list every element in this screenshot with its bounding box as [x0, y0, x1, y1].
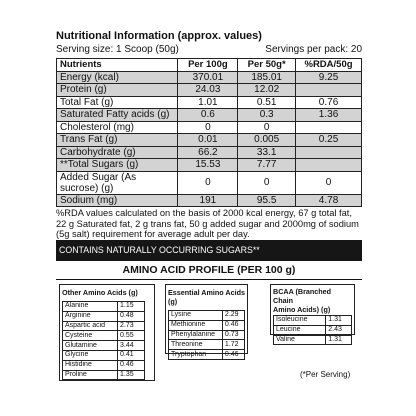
- per-100g-value: 1.01: [178, 96, 238, 109]
- nutrient-name: Total Fat (g): [57, 96, 178, 109]
- nutrient-name: Added Sugar (As sucrose) (g): [57, 171, 178, 194]
- amino-row: [63, 331, 145, 341]
- amino-row: [169, 320, 245, 330]
- essential-amino-box: [165, 284, 248, 358]
- per-100g-value: 66.2: [178, 146, 238, 159]
- per-50g-value: 95.5: [238, 194, 296, 207]
- amino-value: 3.44: [118, 341, 145, 351]
- servings-per-pack: Servings per pack: 20: [265, 44, 362, 55]
- nutrition-row: [57, 146, 362, 159]
- per-50g-value: 185.01: [238, 71, 296, 84]
- amino-value: 0.48: [118, 311, 145, 321]
- amino-name: Glutamine: [63, 341, 118, 351]
- nutrition-row: [57, 71, 362, 84]
- rda-note: %RDA values calculated on the basis of 2000 kcal energy, 67 g total fat, 22 g Saturated fat, 2 g trans fat, 50 g added sugar and 2000mg of sodium (5g salt) requirement for average adult per day.: [56, 208, 359, 240]
- sugars-banner: CONTAINS NATURALLY OCCURRING SUGARS**: [56, 240, 362, 261]
- amino-name: Tryptophan: [169, 350, 223, 360]
- col-per-50g: Per 50g*: [238, 59, 296, 72]
- serving-size: Serving size: 1 Scoop (50g): [56, 44, 179, 55]
- nutrition-row: [57, 171, 362, 194]
- rda-value: 0: [296, 171, 362, 194]
- amino-name: Alanine: [63, 302, 118, 312]
- other-amino-heading: Other Amino Acids (g): [62, 288, 138, 297]
- amino-row: [169, 311, 245, 321]
- per-50g-value: 0.3: [238, 109, 296, 122]
- nutrition-title: Nutritional Information (approx. values): [56, 30, 262, 42]
- amino-name: Glycine: [63, 350, 118, 360]
- amino-value: 0.46: [222, 320, 244, 330]
- amino-name: Leucine: [274, 325, 326, 335]
- nutrient-name: Carbohydrate (g): [57, 146, 178, 159]
- nutrition-row: [57, 134, 362, 147]
- amino-value: 0.41: [118, 350, 145, 360]
- amino-value: 2.29: [222, 311, 244, 321]
- per-100g-value: 24.03: [178, 84, 238, 97]
- amino-name: Arginine: [63, 311, 118, 321]
- per-100g-value: 0.01: [178, 134, 238, 147]
- amino-divider: [56, 279, 362, 280]
- bcaa-box: [270, 284, 355, 343]
- nutrition-row: [57, 84, 362, 97]
- bcaa-heading-line2: Amino Acids) (g): [273, 305, 331, 314]
- nutrition-panel: [56, 30, 362, 240]
- amino-name: Phenylalanine: [169, 330, 223, 340]
- serving-info: [56, 43, 362, 56]
- amino-value: 1.35: [118, 370, 145, 380]
- nutrition-row: [57, 159, 362, 172]
- amino-value: 2.73: [118, 321, 145, 331]
- rda-value: [296, 84, 362, 97]
- rda-value: 0.76: [296, 96, 362, 109]
- other-amino-table: [62, 301, 145, 380]
- nutrient-name: Sodium (mg): [57, 194, 178, 207]
- amino-row: [63, 350, 145, 360]
- amino-value: 0.46: [222, 350, 244, 360]
- amino-profile-title: AMINO ACID PROFILE (PER 100 g): [122, 264, 296, 276]
- amino-value: 0.73: [222, 330, 244, 340]
- amino-name: Proline: [63, 370, 118, 380]
- amino-name: Valine: [274, 335, 326, 345]
- nutrient-name: Saturated Fatty acids (g): [57, 109, 178, 122]
- nutrient-name: Cholesterol (mg): [57, 121, 178, 134]
- rda-value: 9.25: [296, 71, 362, 84]
- col-rda: %RDA/50g: [296, 59, 362, 72]
- amino-value: 2.43: [326, 325, 352, 335]
- per-100g-value: 15.53: [178, 159, 238, 172]
- amino-row: [169, 350, 245, 360]
- nutrition-row: [57, 96, 362, 109]
- rda-value: 1.36: [296, 109, 362, 122]
- amino-name: Aspartic acid: [63, 321, 118, 331]
- amino-row: [63, 360, 145, 370]
- col-nutrients: Nutrients: [57, 59, 178, 72]
- amino-row: [274, 316, 352, 326]
- per-50g-value: 0: [238, 171, 296, 194]
- nutrition-row: [57, 109, 362, 122]
- per-100g-value: 0: [178, 121, 238, 134]
- amino-row: [63, 311, 145, 321]
- per-100g-value: 0.6: [178, 109, 238, 122]
- bcaa-heading-line1: BCAA (Branched Chain: [273, 287, 332, 305]
- amino-row: [274, 325, 352, 335]
- amino-value: 0.55: [118, 331, 145, 341]
- rda-value: 4.78: [296, 194, 362, 207]
- amino-name: Methionine: [169, 320, 223, 330]
- per-50g-value: 0.51: [238, 96, 296, 109]
- rda-value: [296, 159, 362, 172]
- amino-row: [274, 335, 352, 345]
- nutrition-table-header: [57, 59, 362, 72]
- other-amino-box: [59, 284, 155, 381]
- rda-value: [296, 121, 362, 134]
- bcaa-table: [273, 315, 352, 345]
- amino-value: 1.72: [222, 340, 244, 350]
- amino-row: [63, 302, 145, 312]
- per-100g-value: 191: [178, 194, 238, 207]
- nutrition-row: [57, 121, 362, 134]
- essential-amino-table: [168, 310, 245, 360]
- per-50g-value: 33.1: [238, 146, 296, 159]
- rda-value: [296, 146, 362, 159]
- per-50g-value: 0: [238, 121, 296, 134]
- per-100g-value: 0: [178, 171, 238, 194]
- nutrient-name: Protein (g): [57, 84, 178, 97]
- amino-name: Isoleucine: [274, 316, 326, 326]
- amino-value: 1.15: [118, 302, 145, 312]
- per-50g-value: 7.77: [238, 159, 296, 172]
- nutrient-name: **Total Sugars (g): [57, 159, 178, 172]
- amino-value: 1.31: [326, 335, 352, 345]
- amino-name: Threonine: [169, 340, 223, 350]
- rda-value: 0.25: [296, 134, 362, 147]
- nutrient-name: Energy (kcal): [57, 71, 178, 84]
- amino-row: [63, 321, 145, 331]
- per-50g-value: 12.02: [238, 84, 296, 97]
- amino-row: [63, 370, 145, 380]
- amino-value: 1.31: [326, 316, 352, 326]
- amino-row: [169, 330, 245, 340]
- essential-amino-heading: Essential Amino Acids (g): [168, 288, 245, 306]
- col-per-100g: Per 100g: [178, 59, 238, 72]
- amino-name: Lysine: [169, 311, 223, 321]
- nutrition-row: [57, 194, 362, 207]
- per-50g-value: 0.005: [238, 134, 296, 147]
- nutrient-name: Trans Fat (g): [57, 134, 178, 147]
- amino-row: [63, 341, 145, 351]
- amino-name: Histidine: [63, 360, 118, 370]
- amino-value: 0.46: [118, 360, 145, 370]
- nutrition-table: [56, 58, 362, 207]
- per-100g-value: 370.01: [178, 71, 238, 84]
- amino-row: [169, 340, 245, 350]
- per-serving-note: (*Per Serving): [300, 370, 351, 379]
- amino-name: Cysteine: [63, 331, 118, 341]
- bcaa-heading: [273, 285, 352, 315]
